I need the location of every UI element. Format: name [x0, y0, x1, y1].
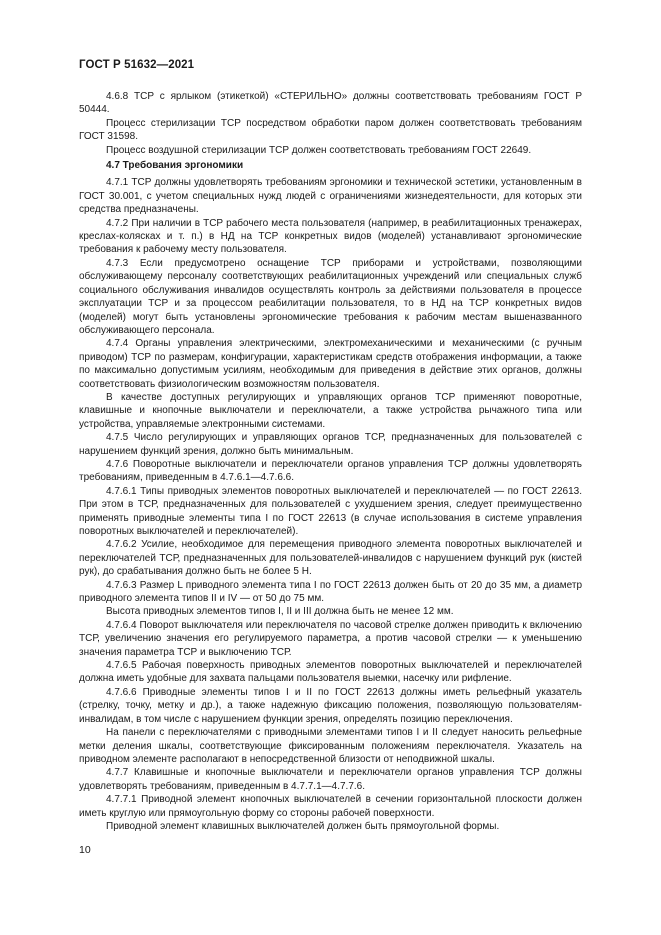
paragraph: Процесс воздушной стерилизации ТСР должен соответствовать требованиям ГОСТ 22649. [106, 144, 532, 156]
paragraph: 4.7.6.2 Усилие, необходимое для перемещения приводного элемента поворотных выключателей и переключателей ТСР, предназначенных для пользователей-инвалидов с нарушением функций рук (кистей рук), до срабатывания должно быть не более 5 Н. [79, 539, 582, 578]
paragraph: 4.7.6.5 Рабочая поверхность приводных элементов поворотных выключателей и переключателей должна иметь удобные для захвата пальцами пользователя выемки, насечку или рифление. [79, 660, 582, 685]
paragraph: 4.7.4 Органы управления электрическими, электромеханическими и механическими (с ручным приводом) ТСР по размерам, конфигурации, характеристикам средств отображения информации, а также по максимально допустимым усилиям, необходимым для приведения в действие этих органов, должны соответствовать физиологическим возможностям пользователя. [79, 338, 582, 390]
paragraph: На панели с переключателями с приводными элементами типов I и II следует наносить рельефные метки деления шкалы, соответствующие фиксированным положениям переключателя. Указатель на приводном элементе располагают в непосредственной близости от неподвижной шкалы. [79, 727, 582, 765]
section-heading: 4.7 Требования эргономики [106, 160, 244, 172]
paragraph: Приводной элемент клавишных выключателей должен быть прямоугольной формы. [106, 820, 500, 832]
paragraph: 4.7.6.6 Приводные элементы типов I и II по ГОСТ 22613 должны иметь рельефный указатель (стрелку, точку, метку и др.), а также надежную фиксацию положения, позволяющую пользователям-инвалидам, в том числе с нарушением функции зрения, определять позицию переключения. [79, 686, 582, 725]
page-number: 10 [79, 844, 91, 856]
document-header: ГОСТ Р 51632—2021 [79, 59, 195, 71]
paragraph: 4.7.6.3 Размер L приводного элемента типа I по ГОСТ 22613 должен быть от 20 до 35 мм, а диаметр приводного элемента типов II и IV — от 50 до 75 мм. [79, 579, 582, 605]
paragraph: 4.7.6.4 Поворот выключателя или переключателя по часовой стрелке должен приводить к включению ТСР, увеличению значения его регулируемого параметра, а против часовой стрелки — к уменьшению значения параметра ТСР и выключению ТСР. [79, 619, 582, 658]
paragraph: 4.7.1 ТСР должны удовлетворять требованиям эргономики и технической эстетики, установленным в ГОСТ 30.001, с учетом специальных нужд людей с ограничениями жизнедеятельности, для которых эти средства предназначены. [79, 177, 582, 216]
paragraph: В качестве доступных регулирующих и управляющих органов ТСР применяют поворотные, клавишные и кнопочные выключатели и переключатели, а также устройства рычажного типа или устройства, управляемые электронными системами. [79, 391, 582, 430]
document-body [79, 90, 582, 833]
paragraph: 4.7.6 Поворотные выключатели и переключатели органов управления ТСР должны удовлетворять требованиям, приведенным в 4.7.6.1—4.7.6.6. [79, 458, 582, 484]
paragraph: 4.7.2 При наличии в ТСР рабочего места пользователя (например, в реабилитационных тренажерах, креслах-колясках и т. п.) в НД на ТСР конкретных видов (моделей) устанавливают эргономические требования к рабочему месту пользователя. [79, 217, 582, 256]
paragraph: Высота приводных элементов типов I, II и III должна быть не менее 12 мм. [106, 606, 454, 618]
paragraph: 4.7.7.1 Приводной элемент кнопочных выключателей в сечении горизонтальной плоскости должен иметь круглую или прямоугольную форму со стороны рабочей поверхности. [79, 794, 582, 819]
paragraph: Процесс стерилизации ТСР посредством обработки паром должен соответствовать требованиям ГОСТ 31598. [79, 117, 582, 143]
paragraph: 4.7.7 Клавишные и кнопочные выключатели и переключатели органов управления ТСР должны удовлетворять требованиям, приведенным в 4.7.7.1—4.7.7.6. [79, 767, 582, 792]
paragraph: 4.6.8 ТСР с ярлыком (этикеткой) «СТЕРИЛЬНО» должны соответствовать требованиям ГОСТ Р 50444. [79, 91, 582, 116]
paragraph: 4.7.6.1 Типы приводных элементов поворотных выключателей и переключателей — по ГОСТ 22613. При этом в ТСР, предназначенных для пользователей с ухудшением зрения, следует преимущественно применять приводные элементы типа I по ГОСТ 22613 (в случае использования в системе управления поворотных выключателей и переключателей). [79, 485, 582, 537]
paragraph: 4.7.5 Число регулирующих и управляющих органов ТСР, предназначенных для пользователей с нарушением функций зрения, должно быть минимальным. [79, 432, 582, 457]
paragraph: 4.7.3 Если предусмотрено оснащение ТСР приборами и устройствами, позволяющими обслуживающему персоналу соответствующих реабилитационных учреждений или специальных служб социального обслуживания инвалидов осуществлять контроль за действиями пользователя в процессе эксплуатации ТСР и за процессом реабилитации пользователя, то в НД на ТСР конкретных видов (моделей) могут быть установлены эргономические требования к рабочим местам вышеназванного обслуживающего персонала. [79, 257, 582, 336]
